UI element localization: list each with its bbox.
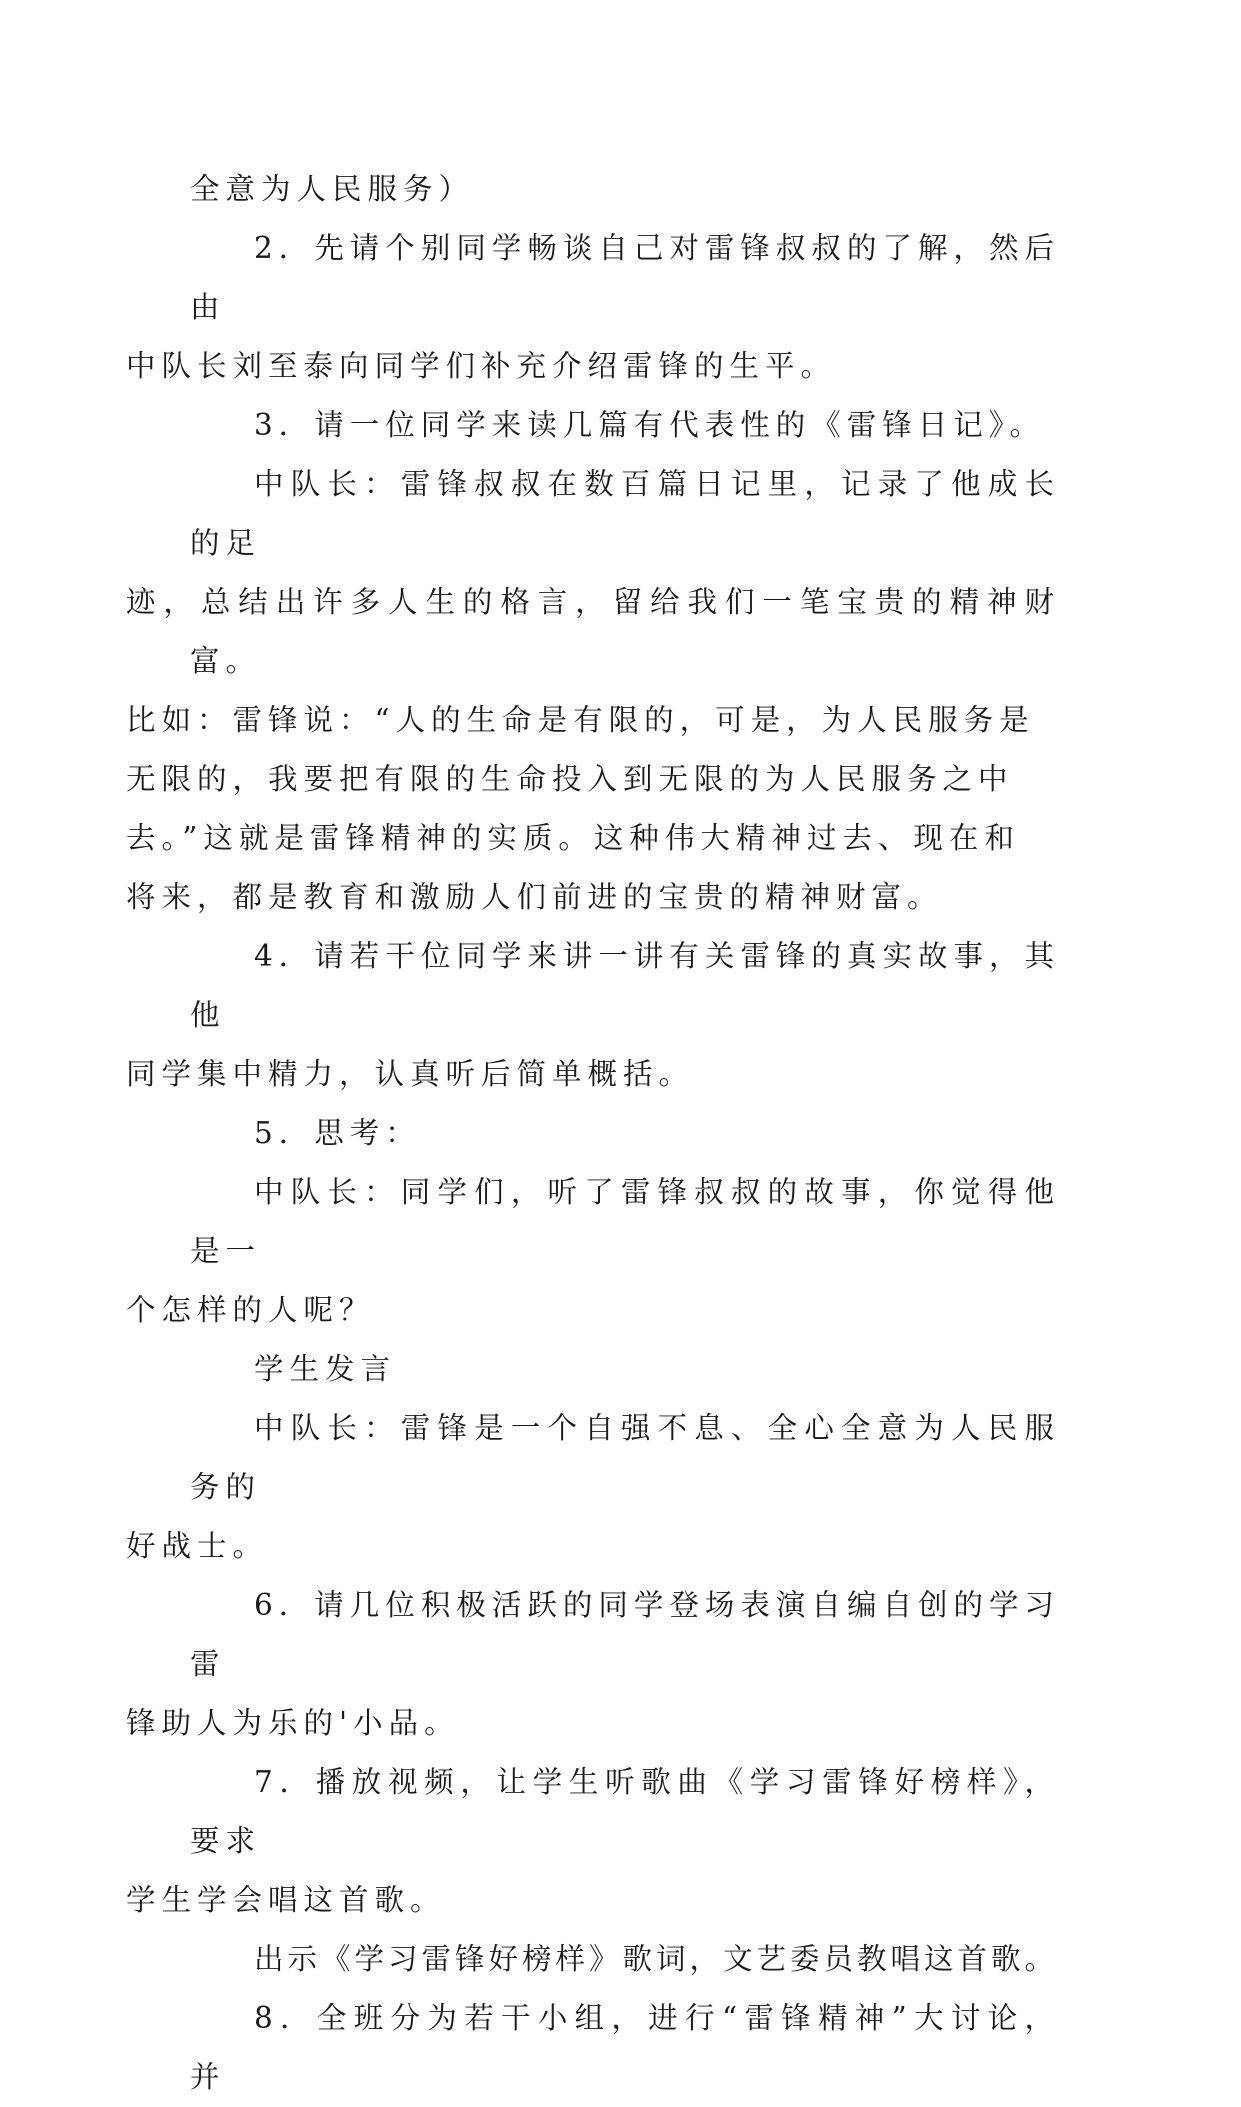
- paragraph: [126, 219, 1060, 396]
- text-line: 4．请若干位同学来讲一讲有关雷锋的真实故事，其他: [190, 939, 1060, 1032]
- text-line: 学生学会唱这首歌。: [126, 1883, 446, 1917]
- paragraph: [126, 1753, 1060, 1930]
- paragraph: [126, 1399, 1060, 1576]
- document-page: [126, 160, 1060, 2107]
- paragraph: [190, 1930, 1060, 1989]
- text-line: 好战士。: [126, 1529, 269, 1563]
- text-line: 中队长刘至泰向同学们补充介绍雷锋的生平。: [126, 349, 837, 383]
- text-line: 迹，总结出许多人生的格言，留给我们一笔宝贵的精神财富。: [126, 585, 1060, 678]
- paragraph: [126, 1163, 1060, 1340]
- text-line: 锋助人为乐的'小品。: [126, 1706, 460, 1740]
- paragraph: [126, 1576, 1060, 1753]
- text-line: 出示《学习雷锋好榜样》歌词，文艺委员教唱这首歌。: [254, 1942, 1059, 1976]
- text-line: 中队长：雷锋是一个自强不息、全心全意为人民服务的: [190, 1411, 1060, 1504]
- text-line: 比如：雷锋说：“人的生命是有限的，可是，为人民服务是: [126, 703, 1035, 737]
- paragraph: [190, 396, 1060, 455]
- paragraph: [126, 455, 1060, 927]
- text-line: 去。”这就是雷锋精神的实质。这种伟大精神过去、现在和: [126, 821, 1020, 855]
- text-line: 2．先请个别同学畅谈自己对雷锋叔叔的了解，然后由: [190, 231, 1060, 324]
- paragraph: [190, 1104, 1060, 1163]
- text-line: 同学集中精力，认真听后简单概括。: [126, 1057, 695, 1091]
- paragraph: [190, 160, 1060, 219]
- text-line: 学生发言: [254, 1352, 397, 1386]
- text-line: 个怎样的人呢？: [126, 1293, 375, 1327]
- text-line: 中队长：同学们，听了雷锋叔叔的故事，你觉得他是一: [190, 1175, 1060, 1268]
- text-line: 6．请几位积极活跃的同学登场表演自编自创的学习雷: [190, 1588, 1060, 1681]
- paragraph: [126, 927, 1060, 1104]
- text-line: 8．全班分为若干小组，进行“雷锋精神”大讨论，并: [190, 2001, 1060, 2094]
- text-line: 7．播放视频，让学生听歌曲《学习雷锋好榜样》，要求: [190, 1765, 1060, 1858]
- text-line: 5．思考：: [254, 1116, 421, 1150]
- text-line: 中队长：雷锋叔叔在数百篇日记里，记录了他成长的足: [190, 467, 1060, 560]
- paragraph: [190, 1340, 1060, 1399]
- text-line: 无限的，我要把有限的生命投入到无限的为人民服务之中: [126, 762, 1014, 796]
- text-line: 将来，都是教育和激励人们前进的宝贵的精神财富。: [126, 880, 943, 914]
- text-line: 3．请一位同学来读几篇有代表性的《雷锋日记》。: [254, 408, 1046, 442]
- text-line: 全意为人民服务）: [190, 172, 475, 206]
- paragraph: [190, 1989, 1060, 2107]
